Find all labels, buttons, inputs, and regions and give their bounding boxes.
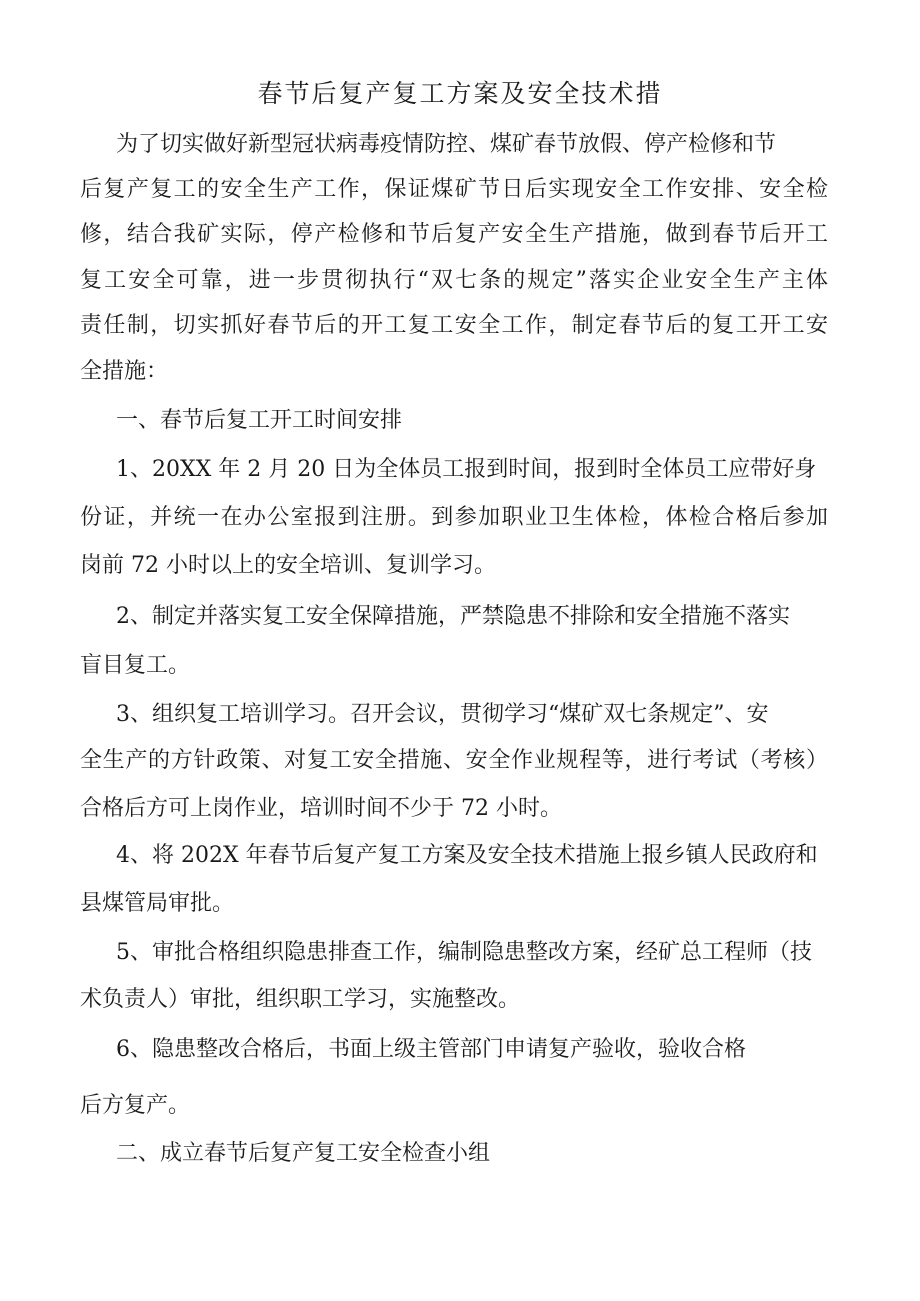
item-6-line-2: 后方复产。 [80, 1093, 191, 1118]
item-6-line-1: 6、隐患整改合格后，书面上级主管部门申请复产验收，验收合格 [116, 1037, 746, 1062]
item-1-line-1: 1、20XX 年 2 月 20 日为全体员工报到时间，报到时全体员工应带好身 [116, 457, 817, 482]
intro-line-6: 全措施： [80, 359, 169, 384]
item-2-line-1: 2、制定并落实复工安全保障措施，严禁隐患不排除和安全措施不落实 [116, 604, 790, 629]
item-2-line-2: 盲目复工。 [80, 653, 191, 678]
item-4-line-2: 县煤管局审批。 [80, 891, 235, 916]
document-title: 春节后复产复工方案及安全技术措 [257, 79, 663, 108]
intro-line-1: 为了切实做好新型冠状病毒疫情防控、煤矿春节放假、停产检修和节 [116, 132, 777, 157]
intro-line-5: 责任制，切实抓好春节后的开工复工安全工作，制定春节后的复工开工安 [80, 313, 828, 338]
item-1-line-2: 份证，并统一在办公室报到注册。到参加职业卫生体检，体检合格后参加 [80, 505, 828, 530]
section-heading-2: 二、成立春节后复产复工安全检查小组 [116, 1141, 491, 1166]
intro-line-2: 后复产复工的安全生产工作，保证煤矿节日后实现安全工作安排、安全检 [80, 177, 828, 202]
item-3-line-1: 3、组织复工培训学习。召开会议，贯彻学习“煤矿双七条规定”、安 [116, 702, 769, 727]
item-5-line-1: 5、审批合格组织隐患排查工作，编制隐患整改方案，经矿总工程师（技 [116, 940, 812, 965]
item-4-line-1: 4、将 202X 年春节后复产复工方案及安全技术措施上报乡镇人民政府和 [116, 843, 818, 868]
section-heading-1: 一、春节后复工开工时间安排 [116, 408, 403, 433]
intro-line-4: 复工安全可靠，进一步贯彻执行“双七条的规定”落实企业安全生产主体 [80, 268, 828, 293]
item-1-line-3: 岗前 72 小时以上的安全培训、复训学习。 [80, 553, 496, 578]
intro-line-3: 修，结合我矿实际，停产检修和节后复产安全生产措施，做到春节后开工 [80, 222, 828, 247]
item-5-line-2: 术负责人）审批，组织职工学习，实施整改。 [80, 987, 521, 1012]
item-3-line-3: 合格后方可上岗作业，培训时间不少于 72 小时。 [80, 796, 562, 821]
item-3-line-2: 全生产的方针政策、对复工安全措施、安全作业规程等，进行考试（考核） [80, 748, 828, 773]
